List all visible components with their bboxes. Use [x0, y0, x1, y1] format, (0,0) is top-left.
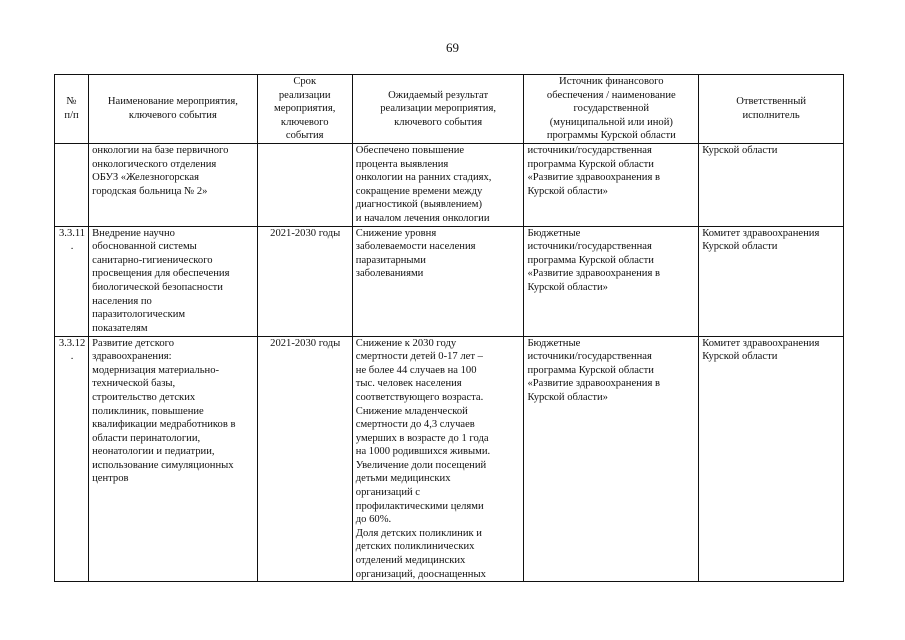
table-header-row: [55, 75, 844, 144]
text-line: поликлиник, повышение: [92, 405, 204, 417]
table-row: [55, 143, 844, 226]
text-line: умерших в возрасте до 1 года: [355, 432, 489, 444]
text-line: Ответственный: [736, 96, 806, 108]
text-line: диагностикой (выявлением): [355, 199, 482, 211]
text-line: сокращение времени между: [355, 185, 483, 197]
measure-term: [257, 143, 352, 226]
text-line: паразитологическим: [92, 309, 186, 321]
text-line: мероприятия,: [274, 103, 336, 115]
row-number: [55, 143, 89, 226]
text-line: источники/государственная: [527, 351, 652, 363]
text-line: ключевого события: [394, 116, 483, 128]
text-line: просвещения для обеспечения: [92, 268, 230, 280]
table-row: [55, 336, 844, 582]
text-line: Развитие детского: [92, 337, 175, 349]
text-line: Бюджетные: [527, 337, 581, 349]
text-line: Курской области: [702, 351, 778, 363]
text-line: ключевого: [280, 116, 329, 128]
measure-term: 2021-2030 годы: [257, 336, 352, 582]
text-line: области перинатологии,: [92, 432, 201, 444]
text-line: технической базы,: [92, 378, 176, 390]
text-line: Доля детских поликлиник и: [355, 527, 482, 539]
measure-name: [89, 226, 258, 336]
text-line: обоснованной системы: [92, 241, 197, 253]
header-num: [55, 75, 89, 144]
text-line: Снижение младенческой: [355, 405, 468, 417]
text-line: Курской области»: [527, 185, 608, 197]
text-line: показателям: [92, 322, 148, 334]
text-line: соответствующего возраста.: [355, 391, 484, 403]
row-number: 3.3.11.: [55, 226, 89, 336]
text-line: не более 44 случаев на 100: [355, 364, 477, 376]
header-result: [352, 75, 524, 144]
text-line: и началом лечения онкологии: [355, 212, 490, 224]
text-line: Курской области»: [527, 391, 608, 403]
measures-table: [54, 74, 844, 582]
text-line: паразитарными: [355, 254, 426, 266]
measure-result: [352, 336, 524, 582]
text-line: Внедрение научно: [92, 227, 175, 239]
header-term: [257, 75, 352, 144]
measure-executor: [699, 226, 844, 336]
text-line: онкологии на базе первичного: [92, 144, 229, 156]
measure-source: [524, 336, 699, 582]
text-line: реализации: [278, 89, 331, 101]
text-line: Бюджетные: [527, 227, 581, 239]
text-line: организаций с: [355, 487, 421, 499]
text-line: обеспечения / наименование: [546, 89, 676, 101]
text-line: отделений медицинских: [355, 555, 466, 567]
text-line: Увеличение доли посещений: [355, 459, 487, 471]
table-row: [55, 226, 844, 336]
text-line: программы Курской области: [546, 130, 676, 142]
text-line: здравоохранения:: [92, 351, 172, 363]
text-line: «Развитие здравоохранения в: [527, 378, 661, 390]
measure-name: [89, 143, 258, 226]
text-line: смертности до 4,3 случаев: [355, 419, 475, 431]
text-line: онкологического отделения: [92, 158, 217, 170]
measure-executor: [699, 143, 844, 226]
text-line: Курской области: [702, 241, 778, 253]
text-line: Источник финансового: [559, 76, 664, 87]
text-line: Наименование мероприятия,: [107, 96, 238, 108]
text-line: городская больница № 2»: [92, 185, 208, 197]
text-line: организаций, дооснащенных: [355, 568, 486, 580]
text-line: источники/государственная: [527, 144, 652, 156]
text-line: ключевого события: [128, 109, 217, 121]
text-line: заболеваниями: [355, 268, 424, 280]
text-line: детских поликлинических: [355, 541, 475, 553]
measure-term: 2021-2030 годы: [257, 226, 352, 336]
text-line: тыс. человек населения: [355, 378, 462, 390]
measure-name: [89, 336, 258, 582]
text-line: населения по: [92, 295, 152, 307]
text-line: биологической безопасности: [92, 281, 223, 293]
text-line: реализации мероприятия,: [380, 103, 496, 115]
text-line: программа Курской области: [527, 364, 654, 376]
text-line: профилактическими целями: [355, 500, 484, 512]
text-line: Ожидаемый результат: [388, 89, 489, 101]
text-line: квалификации медработников в: [92, 419, 236, 431]
text-line: на 1000 родившихся живыми.: [355, 446, 491, 458]
text-line: Комитет здравоохранения: [702, 227, 820, 239]
text-line: источники/государственная: [527, 241, 652, 253]
text-line: №: [66, 96, 77, 108]
text-line: события: [285, 130, 324, 142]
text-line: использование симуляционных: [92, 459, 234, 471]
measure-result: [352, 226, 524, 336]
text-line: центров: [92, 473, 129, 485]
text-line: п/п: [64, 109, 79, 121]
text-line: «Развитие здравоохранения в: [527, 172, 661, 184]
text-line: заболеваемости населения: [355, 241, 476, 253]
text-line: детьми медицинских: [355, 473, 451, 485]
header-source: [524, 75, 699, 144]
page-number: 69: [446, 40, 459, 55]
measure-result: [352, 143, 524, 226]
text-line: Срок: [293, 76, 317, 87]
measure-source: [524, 143, 699, 226]
header-executor: [699, 75, 844, 144]
text-line: модернизация материально-: [92, 364, 220, 376]
text-line: Обеспечено повышение: [355, 144, 465, 156]
text-line: до 60%.: [355, 514, 392, 526]
text-line: Снижение к 2030 году: [355, 337, 457, 349]
text-line: Снижение уровня: [355, 227, 437, 239]
header-name: [89, 75, 258, 144]
text-line: (муниципальной или иной): [549, 116, 673, 128]
text-line: Комитет здравоохранения: [702, 337, 820, 349]
text-line: процента выявления: [355, 158, 449, 170]
text-line: санитарно-гигиенического: [92, 254, 213, 266]
text-line: исполнитель: [742, 109, 800, 121]
text-line: неонатологии и педиатрии,: [92, 446, 215, 458]
row-number: 3.3.12.: [55, 336, 89, 582]
text-line: ОБУЗ «Железногорская: [92, 172, 199, 184]
text-line: строительство детских: [92, 391, 196, 403]
text-line: смертности детей 0-17 лет –: [355, 351, 483, 363]
text-line: Курской области: [702, 144, 778, 156]
text-line: онкологии на ранних стадиях,: [355, 172, 492, 184]
text-line: Курской области»: [527, 281, 608, 293]
measure-executor: [699, 336, 844, 582]
text-line: программа Курской области: [527, 254, 654, 266]
text-line: программа Курской области: [527, 158, 654, 170]
text-line: государственной: [573, 103, 650, 115]
text-line: «Развитие здравоохранения в: [527, 268, 661, 280]
measure-source: [524, 226, 699, 336]
